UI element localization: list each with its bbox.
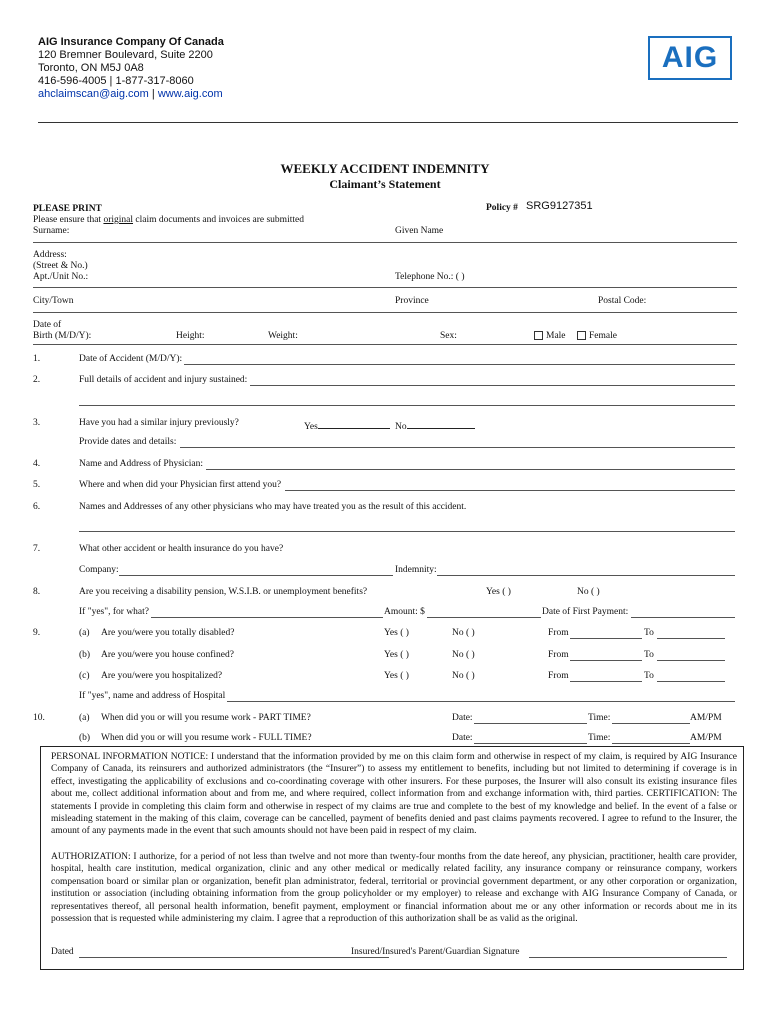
q9a-from: From <box>548 628 569 638</box>
form-title: WEEKLY ACCIDENT INDEMNITY <box>280 161 490 176</box>
dob-label-line1: Date of <box>33 320 62 330</box>
q10a-time-field[interactable] <box>612 723 690 724</box>
q8-amount-label: Amount: $ <box>384 607 425 617</box>
q7-number: 7. <box>33 544 41 554</box>
q7-indemnity-field[interactable] <box>437 575 735 576</box>
q9-number: 9. <box>33 628 41 638</box>
company-address-line1: 120 Bremner Boulevard, Suite 2200 <box>38 49 213 61</box>
please-print: PLEASE PRINT <box>33 204 102 214</box>
q8-first-payment-label: Date of First Payment: <box>542 607 629 617</box>
q5-field[interactable] <box>285 490 735 491</box>
q3-yes[interactable]: Yes <box>304 418 390 432</box>
aig-logo-text: AIG <box>661 41 719 74</box>
company-phones: 416-596-4005 | 1-877-317-8060 <box>38 75 194 87</box>
q1-number: 1. <box>33 354 41 364</box>
form-subtitle: Claimant’s Statement <box>329 177 441 191</box>
policy-label: Policy # <box>486 203 518 213</box>
q9b-from: From <box>548 650 569 660</box>
q7-company-label: Company: <box>79 565 119 575</box>
aig-logo <box>648 36 732 80</box>
q2-field-line2[interactable] <box>79 405 735 406</box>
notice-box <box>40 746 744 970</box>
divider <box>33 344 737 345</box>
q3-no[interactable]: No <box>395 418 475 432</box>
website-link[interactable]: www.aig.com <box>157 88 223 100</box>
header-divider <box>38 122 738 123</box>
q8-what-field[interactable] <box>151 617 383 618</box>
female-option[interactable]: Female <box>577 331 617 341</box>
street-label: (Street & No.) <box>33 261 88 271</box>
q6-field[interactable] <box>79 531 735 532</box>
q9c-to-field[interactable] <box>657 681 725 682</box>
q10a-time-label: Time: <box>588 713 611 723</box>
q3-number: 3. <box>33 418 41 428</box>
q9b-to: To <box>644 650 654 660</box>
signature-field[interactable] <box>529 957 727 958</box>
contact-separator: | <box>151 88 155 100</box>
male-option[interactable]: Male <box>534 331 566 341</box>
q6-number: 6. <box>33 502 41 512</box>
q2-field[interactable] <box>250 385 735 386</box>
surname-label: Surname: <box>33 226 70 236</box>
apt-label: Apt./Unit No.: <box>33 272 89 282</box>
q5-number: 5. <box>33 480 41 490</box>
q1-label: Date of Accident (M/D/Y): <box>79 354 183 364</box>
city-label: City/Town <box>33 296 74 306</box>
divider <box>33 287 737 288</box>
q7-company-field[interactable] <box>119 575 393 576</box>
q9c-no[interactable]: No ( ) <box>452 671 475 681</box>
q9c-to: To <box>644 671 654 681</box>
given-name-label: Given Name <box>395 226 444 236</box>
q10b-label: When did you or will you resume work - FULL TIME? <box>101 733 312 743</box>
q7-indemnity-label: Indemnity: <box>395 565 437 575</box>
divider <box>33 242 737 243</box>
signature-label: Insured/Insured's Parent/Guardian Signature <box>351 947 520 957</box>
q2-label: Full details of accident and injury sustained: <box>79 375 248 385</box>
q9c-letter: (c) <box>79 671 90 681</box>
q9c-from: From <box>548 671 569 681</box>
q9b-from-field[interactable] <box>570 660 642 661</box>
q9b-yes[interactable]: Yes ( ) <box>384 650 409 660</box>
q4-label: Name and Address of Physician: <box>79 459 204 469</box>
q10b-letter: (b) <box>79 733 91 743</box>
q4-field[interactable] <box>206 469 735 470</box>
q10b-date-field[interactable] <box>474 743 587 744</box>
sex-label: Sex: <box>440 331 457 341</box>
q9a-letter: (a) <box>79 628 90 638</box>
dob-label-line2: Birth (M/D/Y): <box>33 331 92 341</box>
q8-first-payment-field[interactable] <box>631 617 735 618</box>
q10a-label: When did you or will you resume work - PART TIME? <box>101 713 311 723</box>
q9a-to-field[interactable] <box>657 638 725 639</box>
q4-number: 4. <box>33 459 41 469</box>
q9a-no[interactable]: No ( ) <box>452 628 475 638</box>
q9c-yes[interactable]: Yes ( ) <box>384 671 409 681</box>
q10a-date-label: Date: <box>452 713 473 723</box>
q9c-from-field[interactable] <box>570 681 642 682</box>
q9c-label: Are you/were you hospitalized? <box>101 671 223 681</box>
q10-number: 10. <box>33 713 45 723</box>
company-name: AIG Insurance Company Of Canada <box>38 36 224 48</box>
company-address-line2: Toronto, ON M5J 0A8 <box>38 62 144 74</box>
q8-number: 8. <box>33 587 41 597</box>
q10b-date-label: Date: <box>452 733 473 743</box>
q7-label: What other accident or health insurance do you have? <box>79 544 284 554</box>
q8-no[interactable]: No ( ) <box>577 587 600 597</box>
province-label: Province <box>395 296 429 306</box>
q6-label: Names and Addresses of any other physicians who may have treated you as the result of this accident. <box>79 502 467 512</box>
q8-label: Are you receiving a disability pension, W.S.I.B. or unemployment benefits? <box>79 587 368 597</box>
q8-yes[interactable]: Yes ( ) <box>486 587 511 597</box>
telephone-label: Telephone No.: ( ) <box>395 272 465 282</box>
postal-code-label: Postal Code: <box>598 296 647 306</box>
q10b-time-field[interactable] <box>612 743 690 744</box>
q10b-time-label: Time: <box>588 733 611 743</box>
q10b-ampm: AM/PM <box>690 733 722 743</box>
weight-label: Weight: <box>268 331 298 341</box>
q9a-to: To <box>644 628 654 638</box>
q9a-from-field[interactable] <box>570 638 642 639</box>
q8-ifyes-label: If "yes", for what? <box>79 607 150 617</box>
q8-amount-field[interactable] <box>427 617 541 618</box>
male-checkbox[interactable] <box>534 331 543 340</box>
height-label: Height: <box>176 331 205 341</box>
q9b-to-field[interactable] <box>657 660 725 661</box>
q1-field[interactable] <box>184 364 735 365</box>
divider <box>33 312 737 313</box>
q9b-letter: (b) <box>79 650 91 660</box>
q5-label: Where and when did your Physician first attend you? <box>79 480 282 490</box>
policy-number[interactable]: SRG9127351 <box>526 200 593 212</box>
dated-field[interactable] <box>79 957 389 958</box>
email-link[interactable]: ahclaimscan@aig.com <box>38 88 149 100</box>
q9b-no[interactable]: No ( ) <box>452 650 475 660</box>
q10a-date-field[interactable] <box>474 723 587 724</box>
ensure-original-note: Please ensure that original claim documents and invoices are submitted <box>33 215 304 225</box>
q2-number: 2. <box>33 375 41 385</box>
personal-information-notice: PERSONAL INFORMATION NOTICE: I understand that the information provided by me on this claim form and otherwise in respect of my claim, is required by AIG Insurance Company of Canada, its reinsurers and authorized administrators (the “Insurer”) to assess my entitlement to benefits, including but not limited to determining if coverage is in effect, investigating the applicability of exclusions and co-coordinating coverage with other insurers. For these purposes, the Insurer will also consult its existing insurance files about me, collect additional information about and from me, and where required, collect information from and exchange information with, third parties. CERTIFICATION: The statements I provide in completing this claim form and otherwise in respect of my claims are true and complete to the best of my knowledge and belief. In the event of a false or misleading statement in the making of this claim, coverage can be cancelled, payment of benefits denied and past claims payments recovered. I agree to refund to the Insurer, the amount of any payments made in the event that such amounts should not have been paid in respect of my claim. <box>51 752 737 837</box>
q9-hospital-label: If "yes", name and address of Hospital <box>79 691 226 701</box>
q3-label: Have you had a similar injury previously? <box>79 418 239 428</box>
dated-label: Dated <box>51 947 74 957</box>
authorization-text: AUTHORIZATION: I authorize, for a period of not less than twelve and not more than twenty-four months from the date hereof, any physician, practitioner, health care provider, hospital, health care institution, medical organization, clinic and any other medical or medically related facility, any insurance company or reinsurance company, workers compensation board or similar plan or organization, benefit plan administrator, federal, territorial or provincial government department, or any other corporation or organization, institution or association (including obtaining information from the group policyholder or my employer) to release and exchange with AIG Insurance Company of Canada, or representatives thereof, all personal health information, benefit payment, employment or financial information about me or any other information or records about me in its possession that is requested while administering my claim. I agree that a reproduction of this authorization shall be as valid as the original. <box>51 852 737 925</box>
q9a-label: Are you/were you totally disabled? <box>101 628 235 638</box>
female-checkbox[interactable] <box>577 331 586 340</box>
q10a-letter: (a) <box>79 713 90 723</box>
q9a-yes[interactable]: Yes ( ) <box>384 628 409 638</box>
address-label: Address: <box>33 250 67 260</box>
q3-details-field[interactable] <box>180 447 735 448</box>
q9-hospital-field[interactable] <box>227 701 735 702</box>
company-block <box>38 36 224 101</box>
q9b-label: Are you/were you house confined? <box>101 650 234 660</box>
q10a-ampm: AM/PM <box>690 713 722 723</box>
q3-provide-label: Provide dates and details: <box>79 437 177 447</box>
